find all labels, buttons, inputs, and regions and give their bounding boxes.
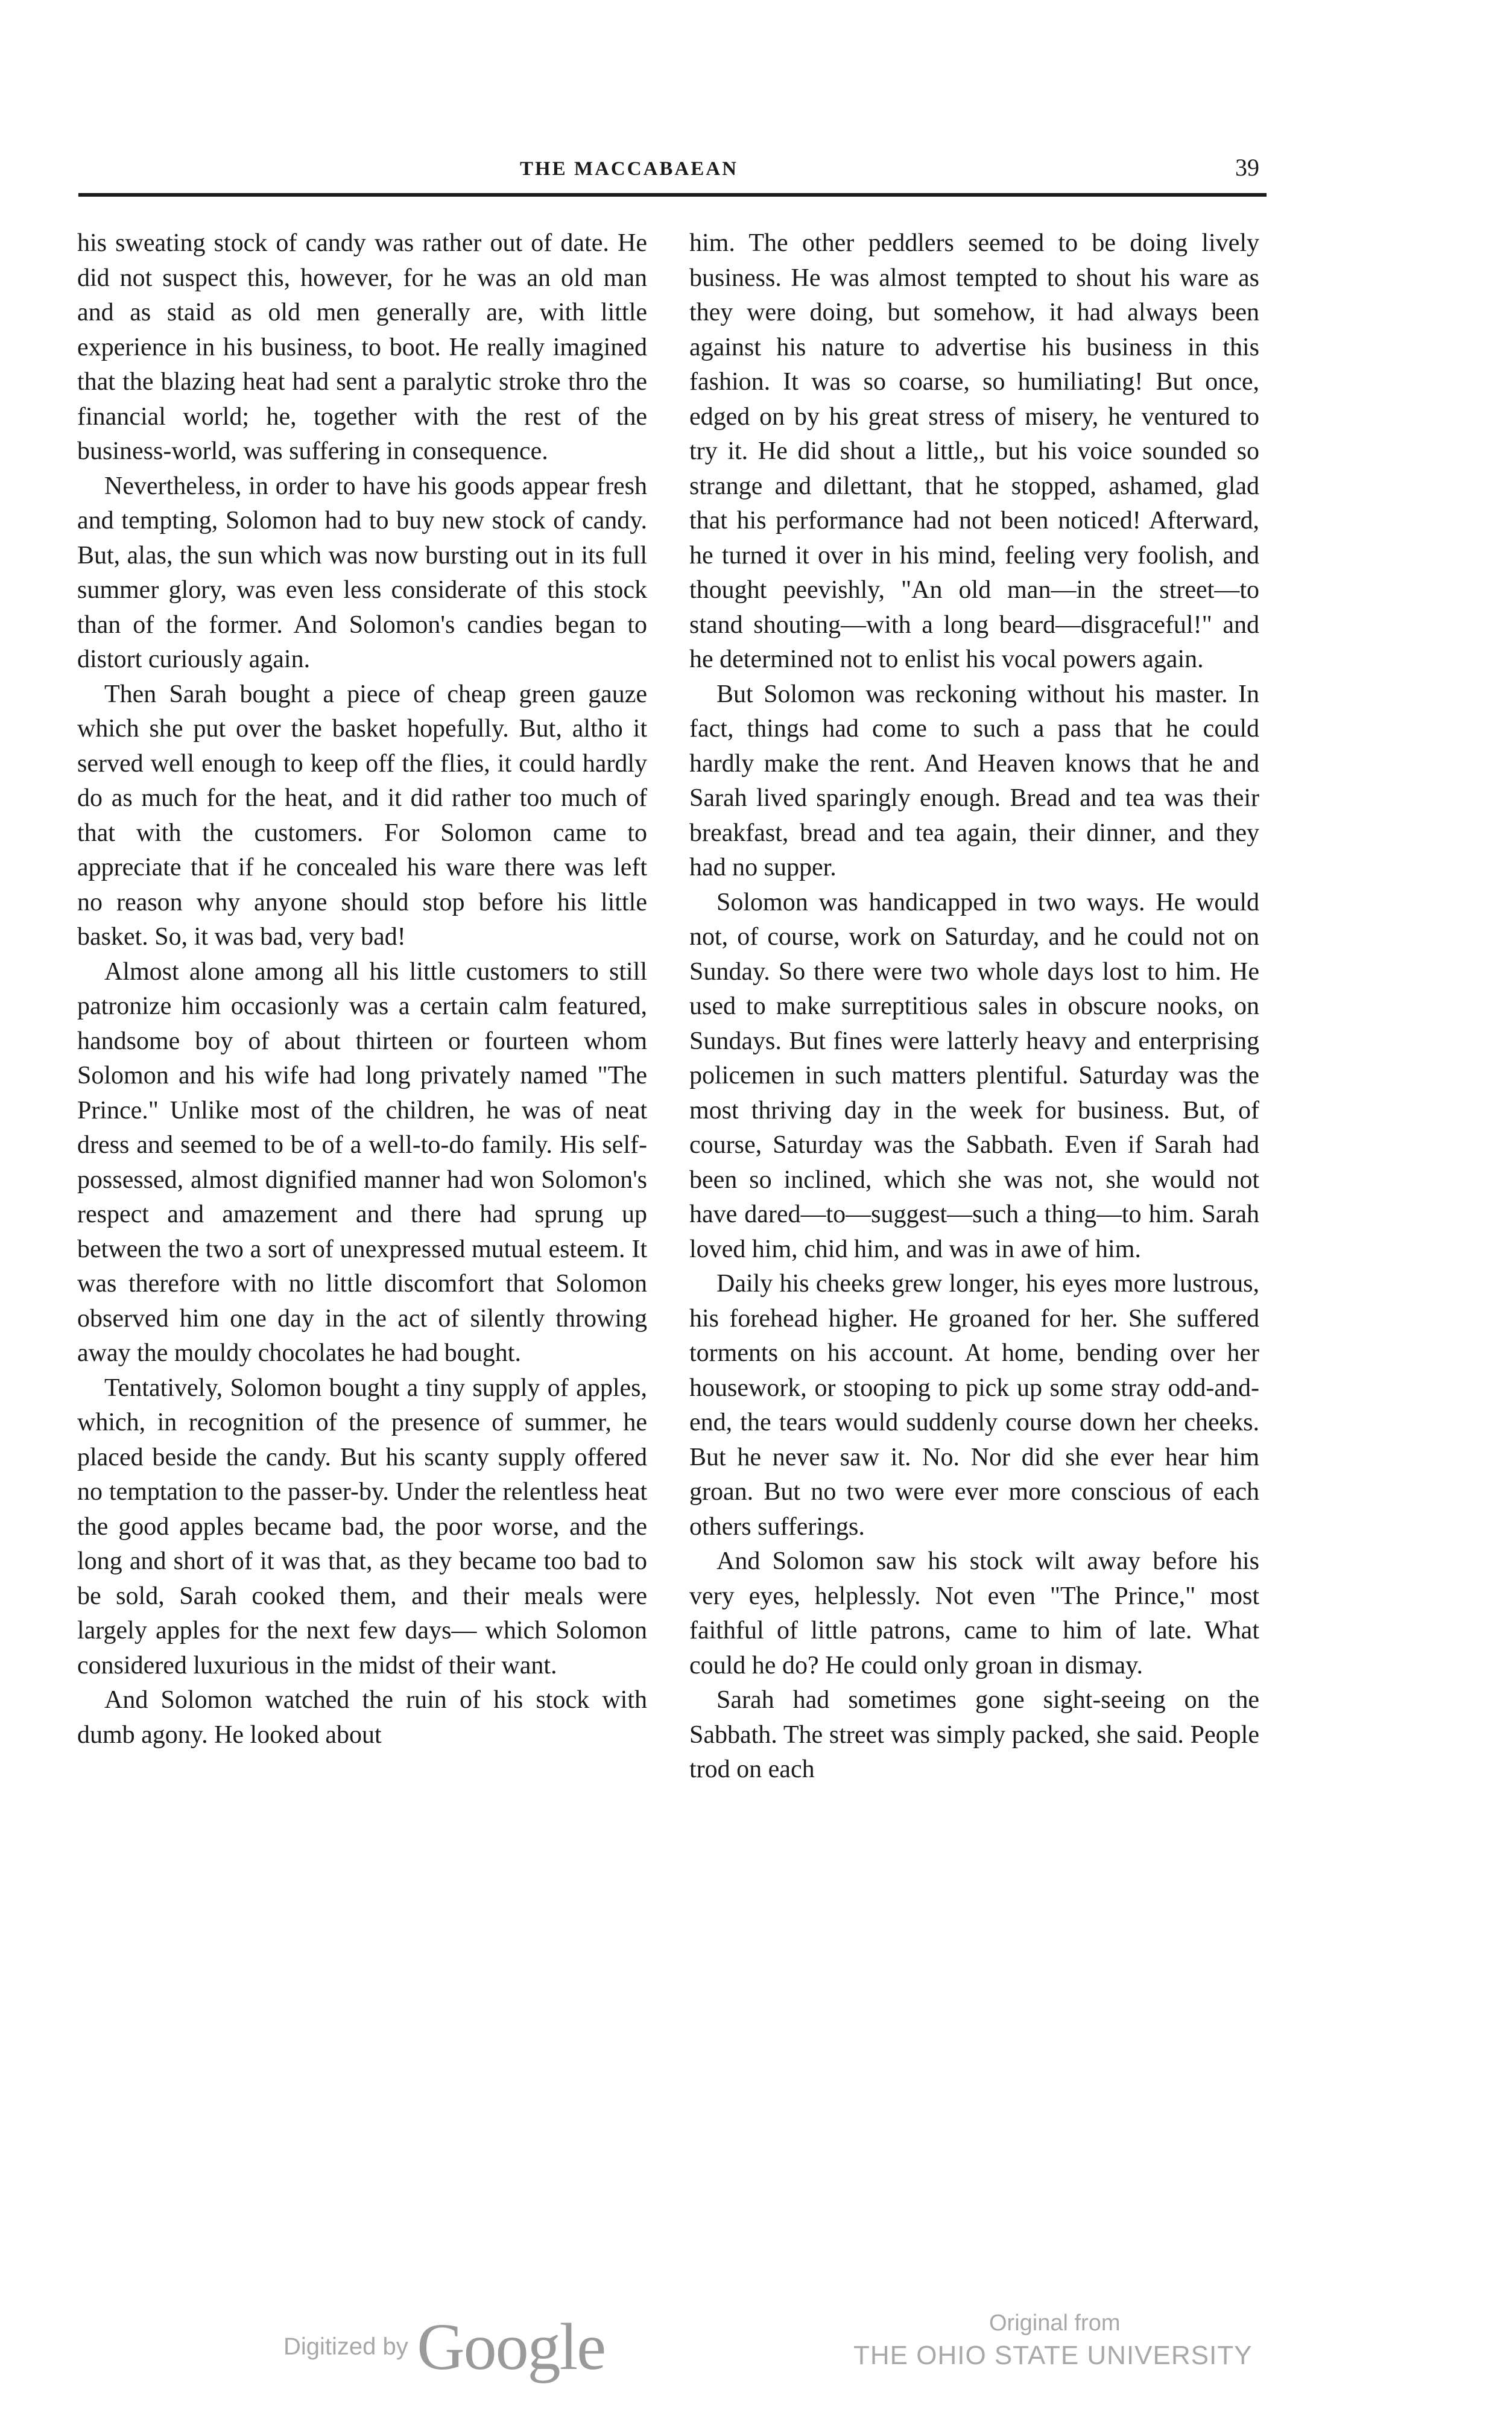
right-column [689, 226, 1259, 2277]
paragraph: Daily his cheeks grew longer, his eyes more lustrous, his forehead higher. He groaned for her. She suffered torments on his account. At home, bending over her housework, or stooping to pick up some stray odd-and-end, the tears would suddenly course down her cheeks. But he never saw it. No. Nor did she ever hear him groan. But no two were ever more conscious of each others sufferings. [689, 1270, 1259, 1541]
page-header [0, 154, 1512, 194]
scan-footer [0, 2277, 1512, 2386]
paragraph: Solomon was handicapped in two ways. He would not, of course, work on Saturday, and he could not on Sunday. So there were two whole days lost to him. He used to make surreptitious sales in obscure nooks, on Sundays. But fines were latterly heavy and enterprising policemen in such matters plentiful. Saturday was the most thriving day in the week for business. But, of course, Saturday was the Sabbath. Even if Sarah had been so inclined, which she was not, she would not have dared—to—suggest—such a thing—to him. Sarah loved him, chid him, and was in awe of him. [689, 888, 1259, 1263]
paragraph: But Solomon was reckoning without his master. In fact, things had come to such a pass that he could hardly make the rent. And Heaven knows that he and Sarah lived sparingly enough. Bread and tea was their breakfast, bread and tea again, their dinner, and they had no supper. [689, 680, 1259, 881]
page-number: 39 [1235, 154, 1259, 181]
institution-name: THE OHIO STATE UNIVERSITY [853, 2341, 1253, 2370]
running-title: THE MACCABAEAN [520, 158, 738, 180]
paragraph: Tentatively, Solomon bought a tiny supply of apples, which, in recognition of the presence of summer, he placed beside the candy. But his scanty supply offered no temptation to the passer-by. Under the relentless heat the good apples became bad, the poor worse, and the long and short of it was that, as they became too bad to be sold, Sarah cooked them, and their meals were largely apples for the next few days— which Solomon considered luxurious in the midst of their want. [77, 1374, 647, 1679]
original-from-label: Original from [989, 2310, 1121, 2336]
paragraph: Almost alone among all his little customers to still patronize him occasionly was a certain calm featured, handsome boy of about thirteen or fourteen whom Solomon and his wife had long privately named "The Prince." Unlike most of the children, he was of neat dress and seemed to be of a well-to-do family. His self-possessed, almost dignified manner had won Solomon's respect and amazement and there had sprung up between the two a sort of unexpressed mutual esteem. It was therefore with no little discomfort that Solomon observed him one day in the act of silently throwing away the mouldy chocolates he had bought. [77, 957, 647, 1367]
header-rule [78, 193, 1267, 197]
paragraph: him. The other peddlers seemed to be doing lively business. He was almost tempted to shout his ware as they were doing, but somehow, it had always been against his nature to advertise his business in this fashion. It was so coarse, so humiliating! But once, edged on by his great stress of misery, he ventured to try it. He did shout a little,, but his voice sounded so strange and dilettant, that he stopped, ashamed, glad that his performance had not been noticed! Afterward, he turned it over in his mind, feeling very foolish, and thought peevishly, "An old man—in the street—to stand shouting—with a long beard—disgraceful!" and he determined not to enlist his vocal powers again. [689, 229, 1259, 673]
left-column [77, 226, 647, 2277]
paragraph: And Solomon watched the ruin of his stock with dumb agony. He looked about [77, 1686, 647, 1749]
paragraph: his sweating stock of candy was rather out of date. He did not suspect this, however, for he was an old man and as staid as old men generally are, with little experience in his business, to boot. He really imagined that the blazing heat had sent a paralytic stroke thro the financial world; he, together with the rest of the business-world, was suffering in consequence. [77, 229, 647, 465]
paragraph: And Solomon saw his stock wilt away before his very eyes, helplessly. Not even "The Prince," most faithful of little patrons, came to him of late. What could he do? He could only groan in dismay. [689, 1547, 1259, 1679]
paragraph: Nevertheless, in order to have his goods appear fresh and tempting, Solomon had to buy new stock of candy. But, alas, the sun which was now bursting out in its full summer glory, was even less considerate of this stock than of the former. And Solomon's candies began to distort curiously again. [77, 472, 647, 673]
paragraph: Then Sarah bought a piece of cheap green gauze which she put over the basket hopefully. But, altho it served well enough to keep off the flies, it could hardly do as much for the heat, and it did rather too much of that with the customers. For Solomon came to appreciate that if he concealed his ware there was left no reason why anyone should stop before his little basket. So, it was bad, very bad! [77, 680, 647, 951]
digitized-by-mark [283, 2309, 605, 2385]
digitized-prefix: Digitized by [283, 2333, 408, 2360]
paragraph: Sarah had sometimes gone sight-seeing on the Sabbath. The street was simply packed, she said. People trod on each [689, 1686, 1259, 1783]
google-logo: Google [417, 2310, 606, 2383]
